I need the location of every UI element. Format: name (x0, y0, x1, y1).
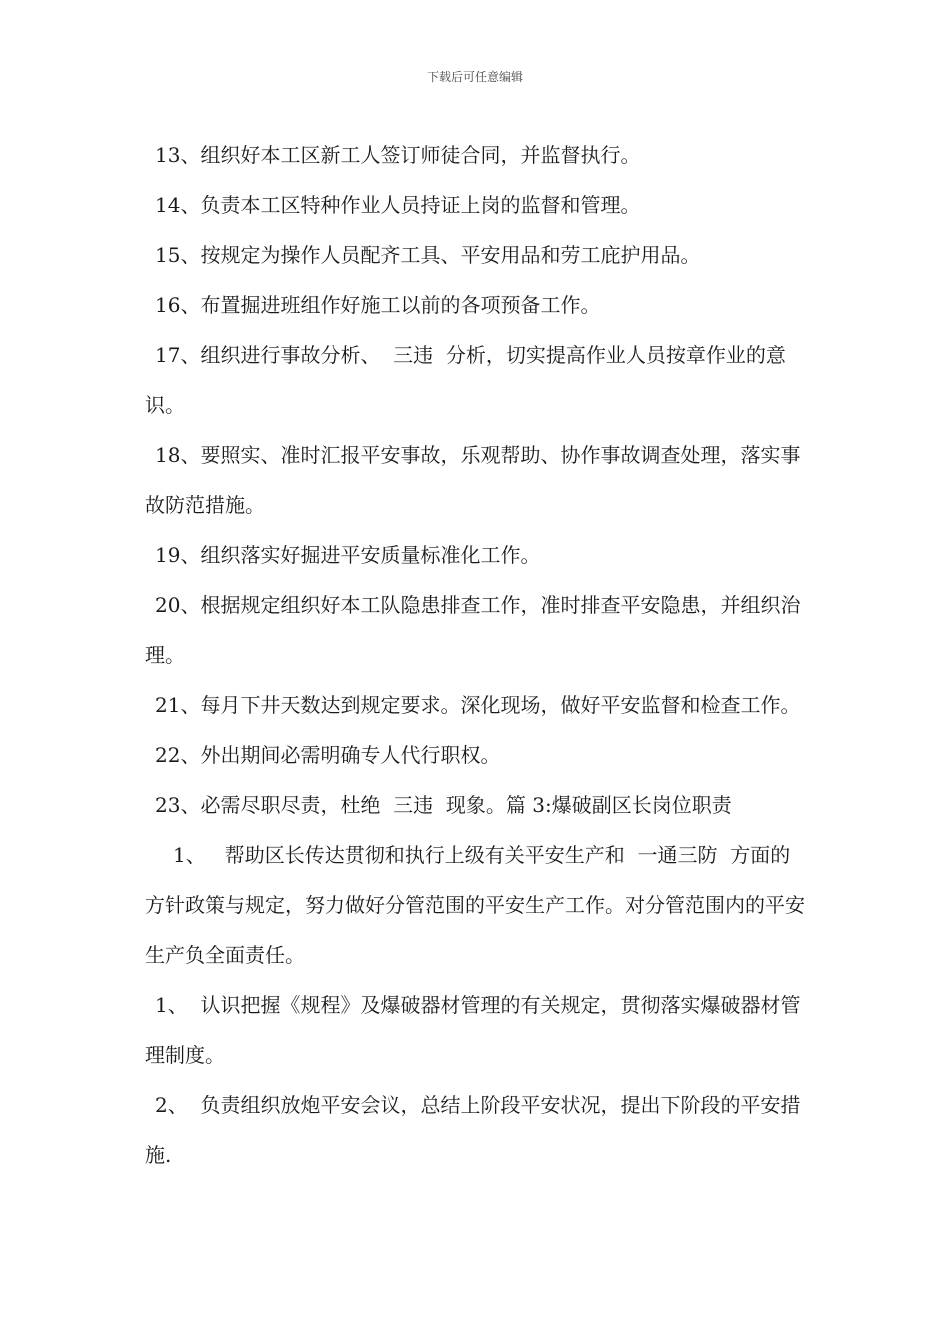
paragraph-17: 17、组织进行事故分析、 三违 分析，切实提高作业人员按章作业的意识。 (145, 343, 786, 417)
paragraph-20: 20、根据规定组织好本工队隐患排查工作，准时排查平安隐患，并组织治理。 (145, 593, 801, 667)
paragraph-21: 21、每月下井天数达到规定要求。深化现场，做好平安监督和检查工作。 (155, 693, 801, 717)
paragraph-14: 14、负责本工区特种作业人员持证上岗的监督和管理。 (155, 193, 641, 217)
paragraph-18: 18、要照实、准时汇报平安事故，乐观帮助、协作事故调查处理，落实事故防范措施。 (145, 443, 801, 517)
paragraph-16: 16、布置掘进班组作好施工以前的各项预备工作。 (155, 293, 601, 317)
page-header: 下载后可任意编辑 (426, 70, 523, 84)
paragraph-section3-1a: 1、 帮助区长传达贯彻和执行上级有关平安生产和 一通三防 方面的方针政策与规定，努力做好分管范围的平安生产工作。对分管范围内的平安生产负全面责任。 (145, 843, 805, 967)
paragraph-13: 13、组织好本工区新工人签订师徒合同，并监督执行。 (155, 143, 641, 167)
paragraph-section3-1b: 1、 认识把握《规程》及爆破器材管理的有关规定，贯彻落实爆破器材管理制度。 (145, 993, 801, 1067)
paragraph-15: 15、按规定为操作人员配齐工具、平安用品和劳工庇护用品。 (155, 243, 701, 267)
paragraph-19: 19、组织落实好掘进平安质量标准化工作。 (155, 543, 541, 567)
paragraph-22: 22、外出期间必需明确专人代行职权。 (155, 743, 501, 767)
paragraph-23: 23、必需尽职尽责，杜绝 三违 现象。篇 3:爆破副区长岗位职责 (155, 793, 732, 817)
paragraph-section3-2: 2、 负责组织放炮平安会议，总结上阶段平安状况，提出下阶段的平安措施. (145, 1093, 801, 1167)
document-body (145, 130, 810, 1180)
